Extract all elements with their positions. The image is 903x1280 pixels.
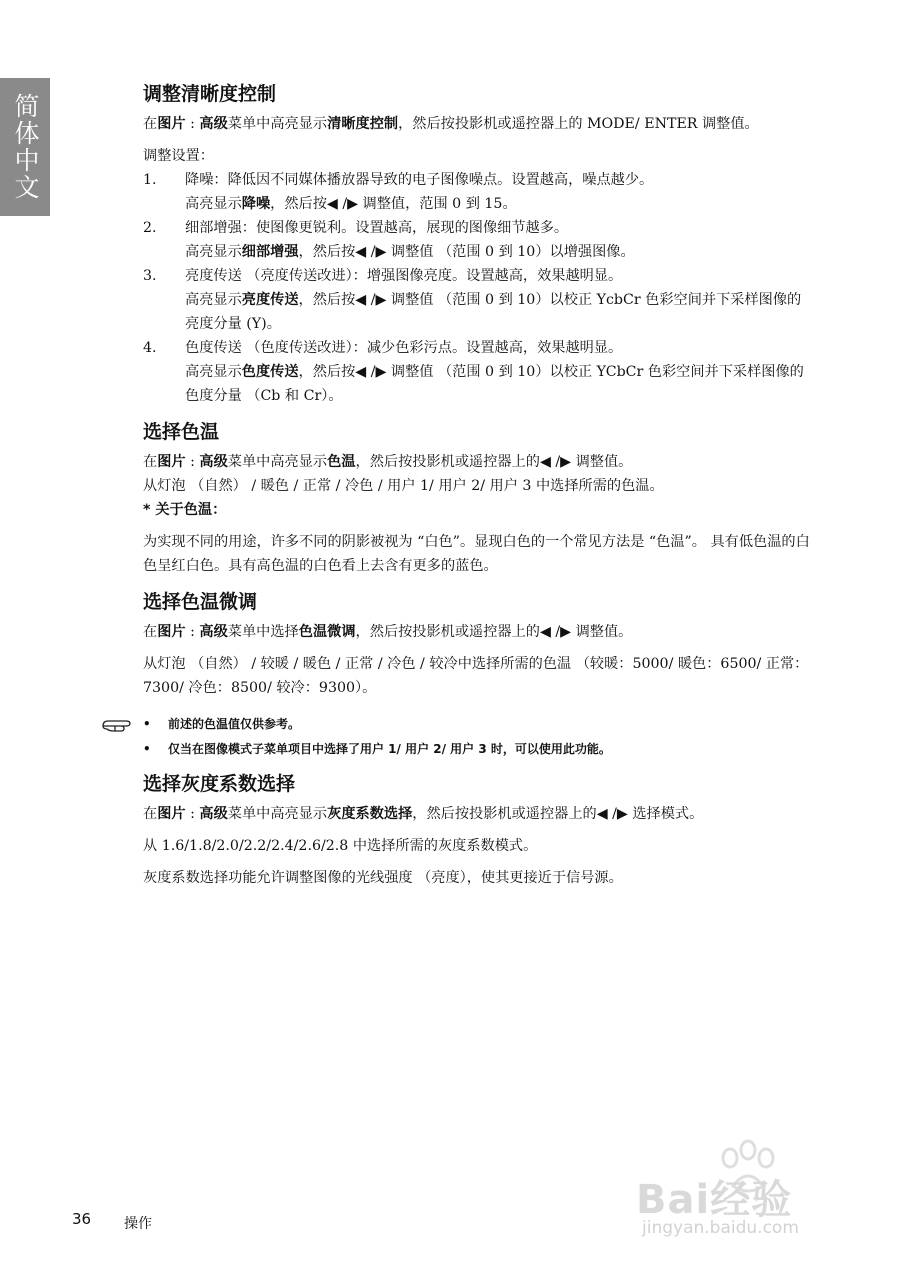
baidu-watermark — [628, 1138, 868, 1248]
list-item: 3. 亮度传送 （亮度传送改进）：增强图像亮度。设置越高，效果越明显。 高亮显示亮度传送，然后按◀ /▶ 调整值 （范围 0 到 10）以校正 YcbCr 色彩空间并下采样图像的亮度分量 (Y)。 — [143, 268, 802, 332]
note-item: • 前述的色温值仅供参考。 — [143, 712, 815, 737]
language-tab-label: 简体中文 — [11, 93, 40, 201]
page-content — [143, 80, 815, 890]
color-temp-options: 从灯泡 （自然） / 暖色 / 正常 / 冷色 / 用户 1/ 用户 2/ 用户 3 中选择所需的色温。 — [143, 478, 664, 494]
footer-section-label: 操作 — [124, 1216, 152, 1232]
list-item: 2. 细部增强：使图像更锐利。设置越高，展现的图像细节越多。 高亮显示细部增强，然后按◀ /▶ 调整值 （范围 0 到 10）以增强图像。 — [143, 220, 635, 260]
section-title-color-temp-fine: 选择色温微调 — [143, 591, 258, 613]
language-side-tab — [0, 78, 50, 216]
page-number: 36 — [72, 1210, 92, 1228]
list-item: 1. 降噪：降低因不同媒体播放器导致的电子图像噪点。设置越高，噪点越少。 高亮显示降噪，然后按◀ /▶ 调整值，范围 0 到 15。 — [143, 172, 654, 212]
note-block — [143, 712, 815, 762]
section-title-color-temp: 选择色温 — [143, 421, 220, 443]
gamma-intro: 在图片 : 高级菜单中高亮显示灰度系数选择，然后按投影机或遥控器上的◀ /▶ 选择模式。 — [143, 806, 704, 822]
settings-label: 调整设置： — [143, 148, 214, 164]
watermark-url: jingyan.baidu.com — [642, 1218, 799, 1238]
about-color-temp-title: * 关于色温： — [143, 502, 227, 518]
sharpness-intro: 在图片 : 高级菜单中高亮显示清晰度控制，然后按投影机或遥控器上的 MODE/ ENTER 调整值。 — [143, 116, 759, 132]
note-item: • 仅当在图像模式子菜单项目中选择了用户 1/ 用户 2/ 用户 3 时，可以使用此功能。 — [143, 737, 815, 762]
gamma-description: 灰度系数选择功能允许调整图像的光线强度 （亮度），使其更接近于信号源。 — [143, 870, 623, 886]
sharpness-settings-list — [143, 168, 815, 408]
watermark-brand: Bai经验 — [636, 1177, 793, 1223]
color-temp-fine-intro: 在图片 : 高级菜单中选择色温微调，然后按投影机或遥控器上的◀ /▶ 调整值。 — [143, 624, 633, 640]
gamma-options: 从 1.6/1.8/2.0/2.2/2.4/2.6/2.8 中选择所需的灰度系数模式。 — [143, 838, 538, 854]
about-color-temp-text: 为实现不同的用途，许多不同的阴影被视为 “白色”。显现白色的一个常见方法是 “色温”。 具有低色温的白色呈红白色。具有高色温的白色看上去含有更多的蓝色。 — [143, 534, 810, 574]
note-list — [143, 712, 815, 762]
section-title-gamma: 选择灰度系数选择 — [143, 773, 296, 795]
list-item: 4. 色度传送 （色度传送改进）：减少色彩污点。设置越高，效果越明显。 高亮显示色度传送，然后按◀ /▶ 调整值 （范围 0 到 10）以校正 YCbCr 色彩空间并下采样图像的色度分量 （Cb 和 Cr）。 — [143, 340, 804, 404]
color-temp-intro: 在图片 : 高级菜单中高亮显示色温，然后按投影机或遥控器上的◀ /▶ 调整值。 — [143, 454, 633, 470]
section-title-sharpness: 调整清晰度控制 — [143, 83, 277, 105]
pointing-hand-icon — [101, 714, 133, 736]
color-temp-fine-options: 从灯泡 （自然） / 较暖 / 暖色 / 正常 / 冷色 / 较冷中选择所需的色温 （较暖：5000/ 暖色：6500/ 正常：7300/ 冷色：8500/ 较冷：9300）。 — [143, 656, 809, 696]
